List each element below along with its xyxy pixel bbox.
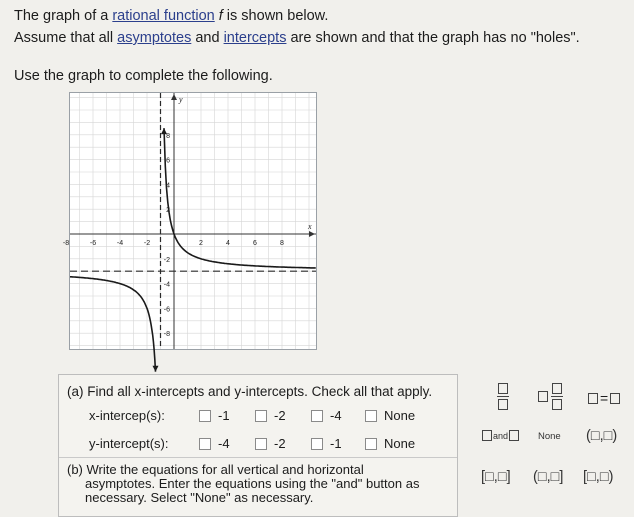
open-closed-interval-button[interactable]: (□,□]	[533, 469, 564, 485]
checkbox[interactable]	[365, 410, 377, 422]
y-tick-label: 4	[166, 182, 170, 190]
and-label: and	[493, 430, 509, 441]
whole-box-icon	[538, 391, 548, 402]
asymptotes-link[interactable]: asymptotes	[117, 30, 192, 46]
option-label: -4	[330, 408, 342, 423]
checkbox[interactable]	[255, 410, 267, 422]
y-tick-label: 2	[166, 207, 170, 215]
numerator-box-icon	[498, 383, 508, 394]
prompt-text: are shown and that the graph has no "holes".	[286, 30, 580, 46]
answer-panel	[58, 374, 458, 517]
intercepts-link[interactable]: intercepts	[223, 30, 287, 46]
and-button[interactable]	[482, 430, 519, 441]
part-b-line-3: necessary. Select "None" as necessary.	[85, 490, 314, 505]
y-axis-arrow-icon	[171, 94, 177, 100]
graph-grid	[70, 93, 316, 349]
none-button[interactable]: None	[538, 431, 561, 442]
left-branch-curve	[70, 277, 156, 372]
graph-axes	[70, 93, 316, 349]
denominator-box-icon	[498, 399, 508, 410]
x-tick-label: 2	[199, 240, 203, 247]
option-label: -1	[218, 408, 230, 423]
option-label: None	[384, 436, 416, 451]
x-intercept-option-neg2[interactable]	[255, 408, 286, 423]
fraction-bar-icon	[551, 396, 563, 397]
prompt-line-3: Use the graph to complete the following.	[14, 68, 273, 84]
x-tick-label: 4	[226, 240, 230, 247]
rational-function-link[interactable]: rational function	[112, 8, 215, 24]
function-name: f	[218, 8, 223, 24]
numerator-box-icon	[552, 383, 562, 394]
x-tick-label: -6	[89, 240, 97, 247]
y-intercept-option-neg1[interactable]	[311, 436, 342, 451]
checkbox[interactable]	[365, 438, 377, 450]
y-tick-label: -4	[163, 281, 170, 289]
y-tick-label: 6	[166, 157, 170, 165]
y-tick-label: -2	[163, 256, 170, 264]
option-label: -2	[274, 408, 286, 423]
right-box-icon	[610, 393, 620, 404]
asymptote-lines	[70, 93, 316, 349]
prompt-line-1	[14, 8, 328, 24]
part-b-line-2: asymptotes. Enter the equations using the "and" button as	[85, 476, 420, 491]
left-branch-arrow-icon	[153, 366, 159, 372]
y-intercept-option-none[interactable]	[365, 436, 415, 451]
checkbox[interactable]	[311, 410, 323, 422]
checkbox[interactable]	[255, 438, 267, 450]
prompt-text: Assume that all	[14, 30, 118, 46]
option-label: -2	[274, 436, 286, 451]
x-intercept-option-neg4[interactable]	[311, 408, 342, 423]
x-axis-label: x	[308, 222, 312, 231]
part-a-question: (a) Find all x-intercepts and y-intercepts. Check all that apply.	[67, 384, 433, 399]
fraction-bar-icon	[497, 396, 509, 397]
option-label: -1	[330, 436, 342, 451]
left-box-icon	[588, 393, 598, 404]
denominator-box-icon	[552, 399, 562, 410]
option-label: -4	[218, 436, 230, 451]
fraction-icon	[551, 383, 563, 410]
equals-sign: =	[600, 390, 609, 406]
prompt-text: is shown below.	[222, 8, 329, 24]
option-label: None	[384, 408, 416, 423]
x-tick-label: -2	[143, 240, 151, 247]
closed-open-interval-button[interactable]: [□,□)	[583, 469, 614, 485]
checkbox[interactable]	[199, 410, 211, 422]
x-tick-label: 6	[253, 240, 257, 247]
x-intercept-option-neg1[interactable]	[199, 408, 230, 423]
right-branch-curve	[164, 128, 316, 268]
fraction-button[interactable]	[497, 383, 509, 410]
divider	[59, 457, 457, 458]
function-graph	[62, 92, 317, 350]
x-tick-label: -8	[62, 240, 70, 247]
y-intercepts-label: y-intercept(s):	[89, 436, 169, 451]
y-axis-label: y	[179, 95, 183, 104]
x-axis-arrow-icon	[309, 231, 315, 237]
part-b-line-1: (b) Write the equations for all vertical and horizontal	[67, 462, 364, 477]
open-interval-button[interactable]: (□,□)	[586, 428, 618, 444]
equals-button[interactable]	[588, 390, 620, 406]
left-box-icon	[482, 430, 492, 441]
x-tick-label: 8	[280, 240, 284, 247]
right-box-icon	[509, 430, 519, 441]
y-tick-label: 8	[166, 132, 170, 140]
prompt-line-2	[14, 30, 580, 46]
x-tick-label: -4	[116, 240, 124, 247]
prompt-text: The graph of a	[14, 8, 113, 24]
y-intercept-option-neg4[interactable]	[199, 436, 230, 451]
x-intercepts-label: x-intercep(s):	[89, 408, 165, 423]
closed-interval-button[interactable]: [□,□]	[481, 469, 511, 485]
y-tick-label: -8	[163, 331, 170, 339]
function-curves	[70, 128, 316, 372]
checkbox[interactable]	[311, 438, 323, 450]
mixed-number-button[interactable]	[538, 383, 563, 410]
y-tick-label: -6	[163, 306, 170, 314]
y-intercept-option-neg2[interactable]	[255, 436, 286, 451]
checkbox[interactable]	[199, 438, 211, 450]
x-intercept-option-none[interactable]	[365, 408, 415, 423]
prompt-text: and	[191, 30, 224, 46]
